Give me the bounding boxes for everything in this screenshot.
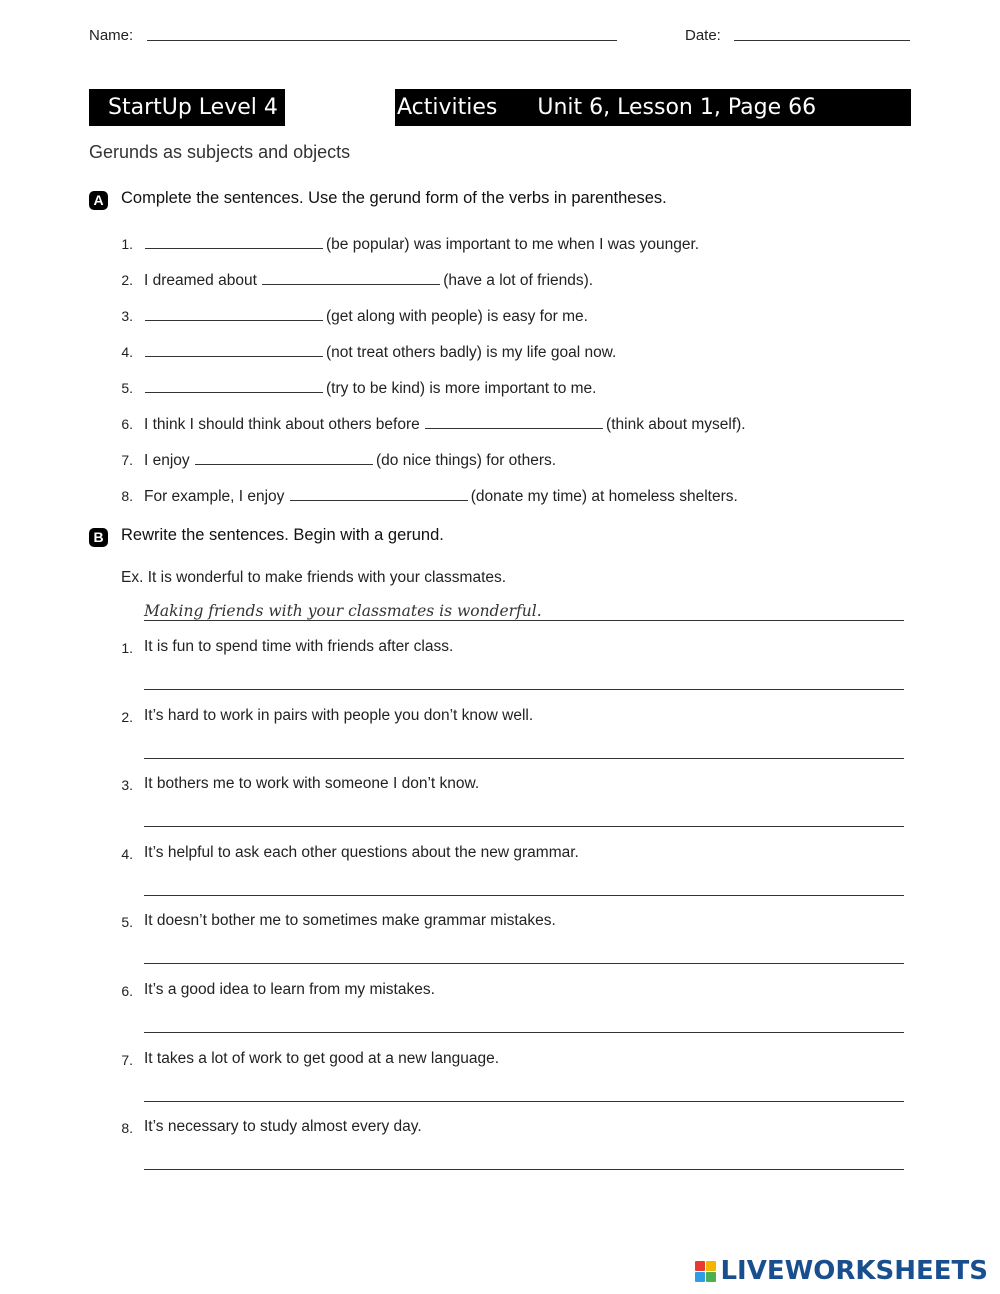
- example-answer: Making friends with your classmates is wonderful.: [144, 602, 542, 620]
- item-text-after: (get along with people) is easy for me.: [326, 308, 588, 325]
- item-text-before: For example, I enjoy: [144, 488, 285, 505]
- item-text-before: I dreamed about: [144, 272, 257, 289]
- section-a-instruction: Complete the sentences. Use the gerund form of the verbs in parentheses.: [121, 189, 667, 207]
- gerund-answer-blank[interactable]: [145, 306, 323, 321]
- rewrite-answer-line[interactable]: [144, 963, 904, 964]
- rewrite-answer-line[interactable]: [144, 758, 904, 759]
- section-b-item-text: It’s helpful to ask each other questions about the new grammar.: [144, 844, 579, 861]
- item-text-after: (be popular) was important to me when I was younger.: [326, 236, 700, 253]
- section-a-item-number: 5.: [121, 380, 133, 396]
- gerund-answer-blank[interactable]: [425, 414, 603, 429]
- rewrite-answer-line[interactable]: [144, 1032, 904, 1033]
- name-field[interactable]: [147, 40, 617, 41]
- section-a-item: [144, 486, 738, 506]
- section-b-item-text: It takes a lot of work to get good at a new language.: [144, 1050, 500, 1067]
- section-a-item-number: 8.: [121, 488, 133, 504]
- name-label: Name:: [89, 27, 134, 44]
- section-b-item-text: It is fun to spend time with friends after class.: [144, 638, 454, 655]
- section-a-item: [144, 306, 588, 326]
- section-a-item: [144, 450, 556, 470]
- liveworksheets-logo: [695, 1258, 988, 1284]
- rewrite-answer-line[interactable]: [144, 1169, 904, 1170]
- example-answer-line: [144, 620, 904, 621]
- section-b-item-number: 4.: [121, 846, 133, 862]
- level-title-text: StartUp Level 4: [108, 95, 278, 120]
- section-a-item: [144, 270, 593, 290]
- gerund-answer-blank[interactable]: [145, 378, 323, 393]
- section-a-item: [144, 414, 746, 434]
- liveworksheets-icon: [695, 1261, 716, 1282]
- date-field[interactable]: [734, 40, 910, 41]
- rewrite-answer-line[interactable]: [144, 826, 904, 827]
- item-text-after: (think about myself).: [606, 416, 746, 433]
- section-b-item-number: 3.: [121, 777, 133, 793]
- item-text-after: (try to be kind) is more important to me.: [326, 380, 597, 397]
- section-a-item: [144, 234, 699, 254]
- page-subtitle: Gerunds as subjects and objects: [89, 142, 351, 162]
- gerund-answer-blank[interactable]: [262, 270, 440, 285]
- section-b-item-number: 6.: [121, 983, 133, 999]
- unit-header: [395, 89, 911, 126]
- section-b-item-number: 2.: [121, 709, 133, 725]
- activities-label: Activities: [397, 95, 498, 120]
- gerund-answer-blank[interactable]: [145, 234, 323, 249]
- date-label: Date:: [685, 27, 721, 44]
- section-a-item-number: 7.: [121, 452, 133, 468]
- section-a-item-number: 6.: [121, 416, 133, 432]
- section-a-item: [144, 378, 596, 398]
- gerund-answer-blank[interactable]: [290, 486, 468, 501]
- item-text-after: (donate my time) at homeless shelters.: [470, 488, 738, 505]
- rewrite-answer-line[interactable]: [144, 1101, 904, 1102]
- unit-info: Unit 6, Lesson 1, Page 66: [537, 95, 817, 120]
- example-sentence: Ex. It is wonderful to make friends with your classmates.: [121, 569, 507, 586]
- rewrite-answer-line[interactable]: [144, 689, 904, 690]
- liveworksheets-text: LIVEWORKSHEETS: [720, 1256, 988, 1286]
- section-b-item-number: 1.: [121, 640, 133, 656]
- section-b-item-text: It doesn’t bother me to sometimes make grammar mistakes.: [144, 912, 556, 929]
- item-text-before: I think I should think about others before: [144, 416, 420, 433]
- section-b-item-number: 5.: [121, 914, 133, 930]
- section-a-item-number: 1.: [121, 236, 133, 252]
- section-b-item-number: 7.: [121, 1052, 133, 1068]
- section-a-item: [144, 342, 616, 362]
- item-text-after: (have a lot of friends).: [443, 272, 594, 289]
- section-b-item-text: It’s hard to work in pairs with people you don’t know well.: [144, 707, 534, 724]
- level-title: [89, 89, 285, 126]
- section-b-instruction: Rewrite the sentences. Begin with a gerund.: [121, 526, 444, 544]
- section-a-item-number: 2.: [121, 272, 133, 288]
- rewrite-answer-line[interactable]: [144, 895, 904, 896]
- section-a-item-number: 4.: [121, 344, 133, 360]
- gerund-answer-blank[interactable]: [145, 342, 323, 357]
- item-text-before: I enjoy: [144, 452, 190, 469]
- section-b-item-text: It’s a good idea to learn from my mistakes.: [144, 981, 435, 998]
- item-text-after: (do nice things) for others.: [375, 452, 557, 469]
- section-b-item-number: 8.: [121, 1120, 133, 1136]
- gerund-answer-blank[interactable]: [195, 450, 373, 465]
- item-text-after: (not treat others badly) is my life goal now.: [326, 344, 617, 361]
- section-b-item-text: It’s necessary to study almost every day.: [144, 1118, 422, 1135]
- section-a-item-number: 3.: [121, 308, 133, 324]
- section-b-item-text: It bothers me to work with someone I don’t know.: [144, 775, 480, 792]
- section-b-badge: B: [89, 528, 108, 547]
- section-a-badge: A: [89, 191, 108, 210]
